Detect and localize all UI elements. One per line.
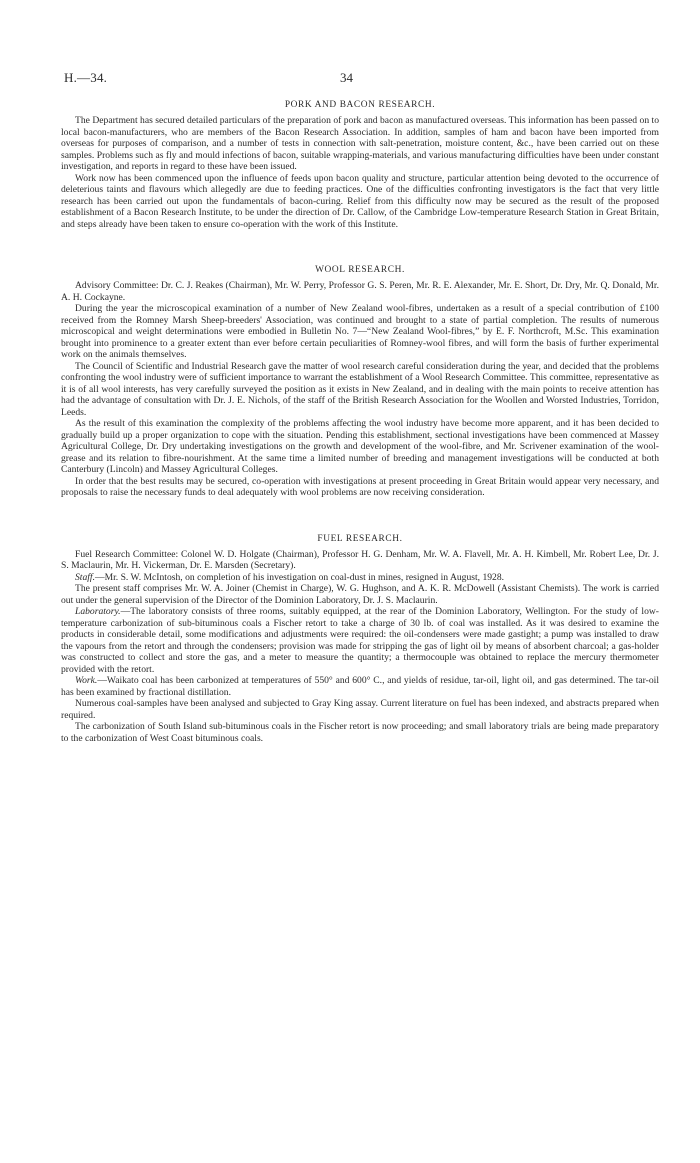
section-pork-bacon [61, 100, 659, 230]
paragraph-laboratory [61, 606, 659, 675]
report-reference: H.—34. [64, 70, 108, 85]
paragraph-committee: Fuel Research Committee: Colonel W. D. Holgate (Chairman), Professor H. G. Denham, Mr. W. A. Flavell, Mr. A. H. Kimbell, Mr. Robert Lee, Dr. J. S. Maclaurin, Mr. H. Vickerman, Dr. E. Marsden (Secretary). [61, 548, 659, 571]
paragraph-work [61, 675, 659, 698]
paragraph: During the year the microscopical examination of a number of New Zealand wool-fibres, undertaken as a result of a special contribution of £100 received from the Romney Marsh Sheep-breeders' Association, was continued and brought to a state of partial completion. The results of numerous microscopical and weight determinations were embodied in Bulletin No. 7—“New Zealand Wool-fibres,” by E. F. Northcroft, M.Sc. This examination brought into prominence to a greater extent than ever before certain peculiarities of Romney-wool fibres, and will form the basis of further experimental work on the animals themselves. [61, 303, 659, 360]
paragraph-text: —Waikato coal has been carbonized at temperatures of 550° and 600° C., and yields of residue, tar-oil, light oil, and gas determined. The tar-oil has been examined by fractional distillation. [61, 675, 659, 698]
paragraph: Work now has been commenced upon the influence of feeds upon bacon quality and structure, particular attention being devoted to the occurrence of deleterious taints and flavours which allegedly are due to feeding practices. One of the difficulties confronting investigators is the fact that very little research has been carried out upon the fundamentals of bacon-curing. Relief from this difficulty now may be secured as the result of the proposed establishment of a Bacon Research Institute, to be under the direction of Dr. Callow, of the Cambridge Low-temperature Research Station in Great Britain, and steps already have been taken to ensure co-operation with the work of this Institute. [61, 172, 659, 230]
section-title: PORK AND BACON RESEARCH. [284, 100, 436, 110]
paragraph: In order that the best results may be secured, co-operation with investigations at present proceeding in Great Britain would appear very necessary, and proposals to raise the necessary funds to deal adequately with wool problems are now receiving consideration. [61, 475, 659, 498]
section-title: WOOL RESEARCH. [315, 265, 405, 275]
paragraph-samples: Numerous coal-samples have been analysed and subjected to Gray King assay. Current literature on fuel has been indexed, and abstracts prepared when required. [61, 698, 659, 721]
paragraph-text: —Mr. S. W. McIntosh, on completion of his investigation on coal-dust in mines, resigned in August, 1928. [95, 571, 505, 583]
section-title: FUEL RESEARCH. [317, 533, 403, 544]
paragraph-staff [61, 572, 659, 584]
section-wool [61, 265, 659, 499]
paragraph: The Council of Scientific and Industrial Research gave the matter of wool research careful consideration during the year, and decided that the problems confronting the wool industry were of sufficient importance to warrant the establishment of a Wool Research Committee. This committee, representative as it is of all wool interests, has very carefully surveyed the position as it exists in New Zealand, and in dealing with the main points to receive attention has had the advantage of consultation with Dr. J. E. Nichols, of the staff of the British Research Association for the Woollen and Worsted Industries, Torridon, Leeds. [61, 360, 659, 418]
run-in-heading: Staff. [75, 571, 95, 583]
paragraph-text: —The laboratory consists of three rooms, suitably equipped, at the rear of the Dominion Laboratory, Wellington. For the study of low-temperature carbonization of sub-bituminous coals a Fischer retort to take a charge of 30 lb. of coal was installed. As it was desired to examine the products in considerable detail, some modifications and adjustments were required: the oil-condensers were made gastight; a pump was installed to draw the vapours from the retort and through the condensers; provision was made for stripping the gas of light oil by means of absorbent charcoal; a gas-holder was constructed to collect and store the gas, and a meter to measure the quantity; a thermocouple was obtained to replace the mercury thermometer provided with the retort. [61, 606, 659, 675]
paragraph: The Department has secured detailed particulars of the preparation of pork and bacon as manufactured overseas. This information has been passed on to local bacon-manufacturers, who are members of the Bacon Research Association. In addition, samples of ham and bacon have been imported from overseas for purposes of comparison, and a number of tests in connection with salt-penetration, moisture content, &c., have been carried out on these samples. Problems such as fly and mould infections of bacon, suitable wrapping-materials, and various manufacturing difficulties have been under constant investigation, and reports in regard to these have been issued. [61, 115, 659, 172]
paragraph-present-staff: The present staff comprises Mr. W. A. Joiner (Chemist in Charge), W. G. Hughson, and A. K. R. McDowell (Assistant Chemists). The work is carried out under the general supervision of the Director of the Dominion Laboratory, Dr. J. S. Maclaurin. [61, 583, 659, 606]
paragraph: As the result of this examination the complexity of the problems affecting the wool industry have become more apparent, and it has been decided to gradually build up a proper organization to cope with the situation. Pending this establishment, sectional investigations have been commenced at Massey Agricultural College, Dr. Dry undertaking investigations on the growth and development of the wool-fibre, and Mr. Scrivener examination of the wool-grease and its relation to fibre-nourishment. At the same time a limited number of breeding and management investigations will be conducted at both Canterbury (Lincoln) and Massey Agricultural Colleges. [61, 418, 659, 475]
page-number: 34 [340, 70, 353, 85]
section-fuel [61, 534, 659, 745]
run-in-heading: Work. [75, 675, 98, 686]
paragraph: Advisory Committee: Dr. C. J. Reakes (Chairman), Mr. W. Perry, Professor G. S. Peren, Mr. R. E. Alexander, Mr. E. Short, Dr. Dry, Mr. Q. Donald, Mr. A. H. Cockayne. [61, 280, 659, 303]
paragraph-carbonization: The carbonization of South Island sub-bituminous coals in the Fischer retort is now proceeding; and small laboratory trials are being made preparatory to the carbonization of West Coast bituminous coals. [61, 721, 659, 744]
run-in-heading: Laboratory. [75, 606, 121, 617]
